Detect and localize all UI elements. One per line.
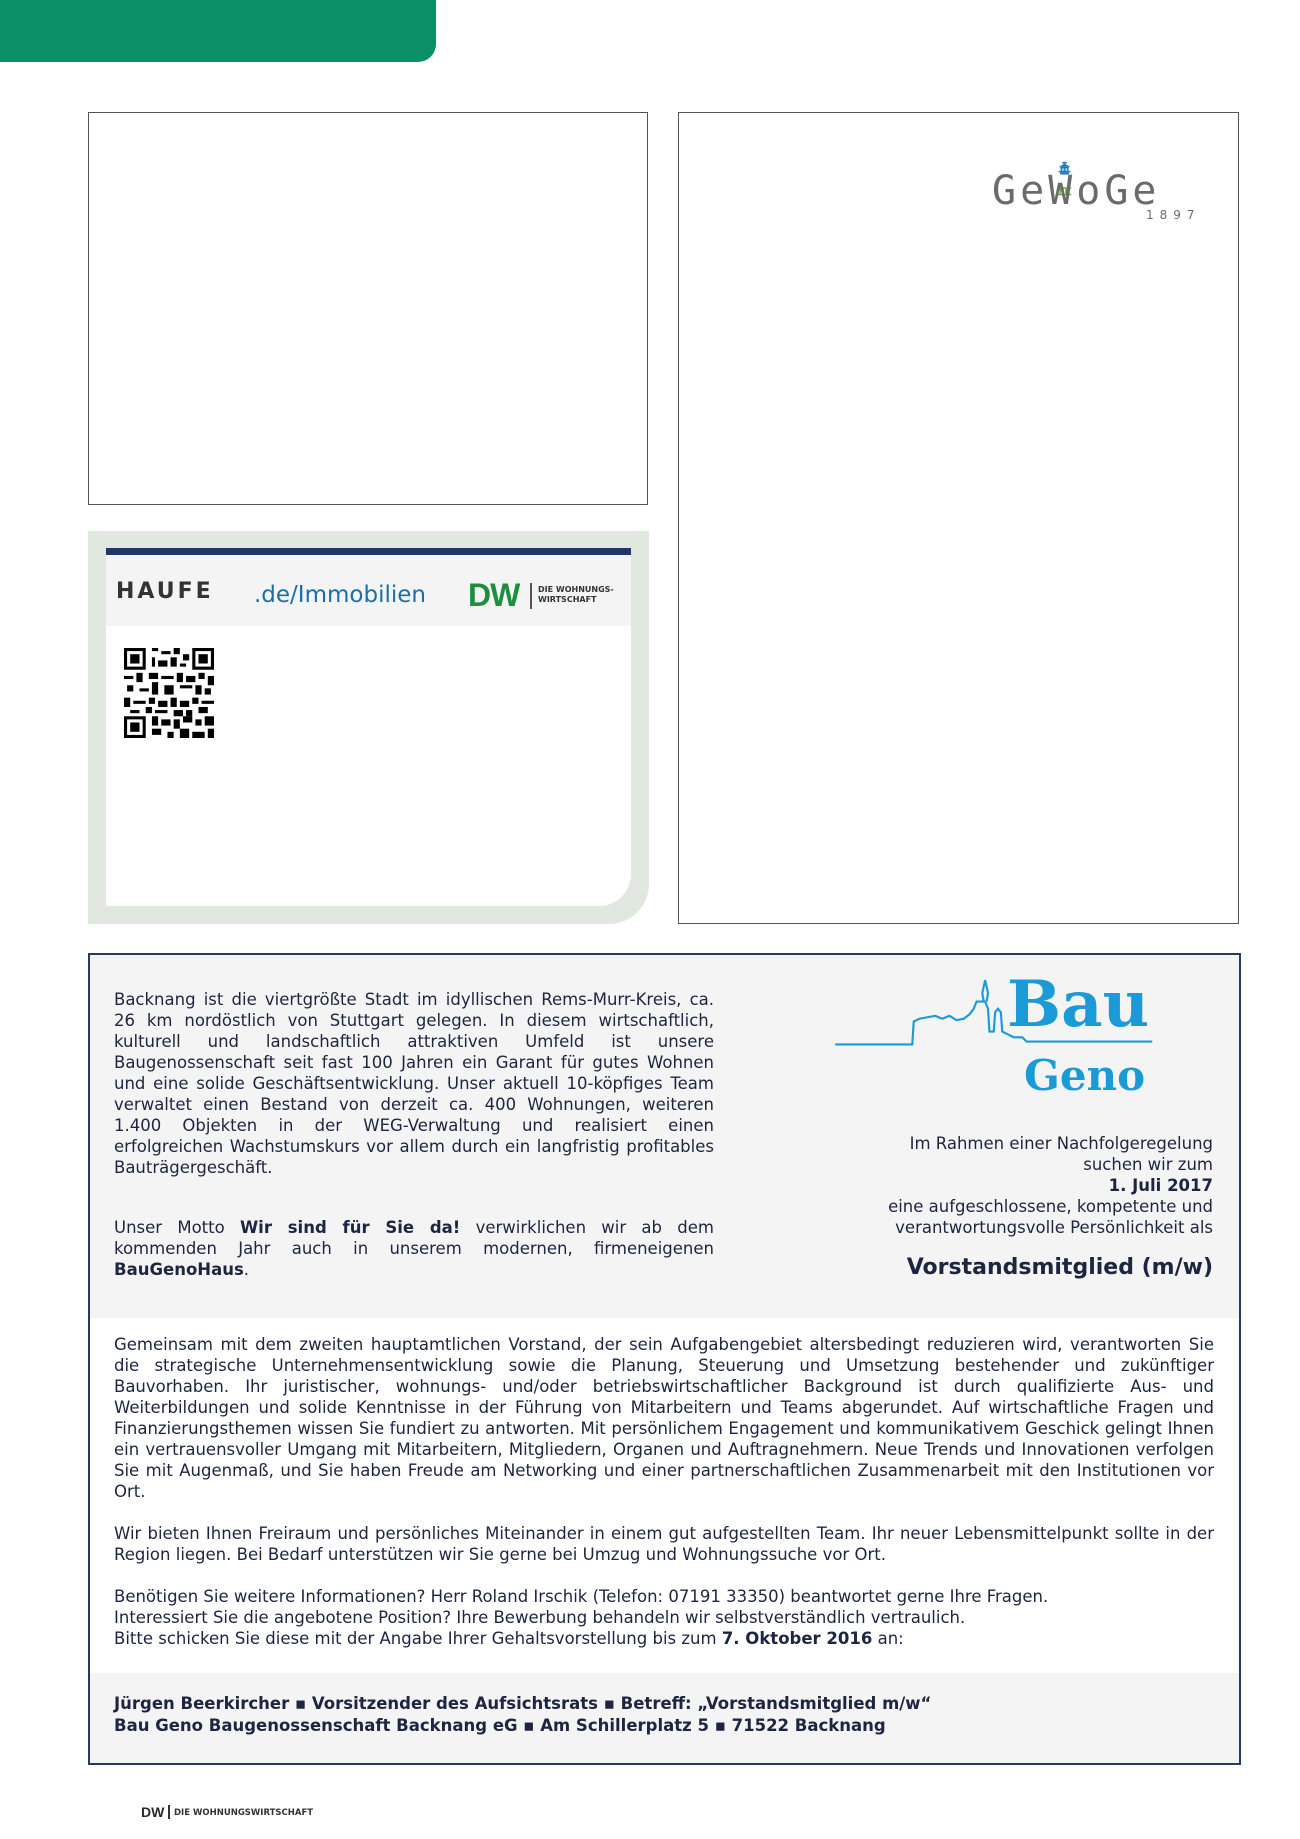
body-paragraph-contact: Benötigen Sie weitere Informationen? Herr Roland Irschik (Telefon: 07191 33350) beantwortet gerne Ihre Fragen. Interessiert Sie die angebotene Position? Ihre Bewerbung behandeln wir selbstverständlich vertraulich. Bitte schicken Sie diese mit der Angabe Ihrer Gehaltsvorstellung bis zum 7. Oktober 2016 an: [114, 1587, 1049, 1648]
baugeno-skyline-icon [768, 973, 1238, 1073]
house-name: BauGenoHaus [114, 1260, 244, 1279]
haufe-logo: HAUFE [116, 579, 214, 604]
motto-bold: Wir sind für Sie da! [239, 1218, 461, 1237]
baugeno-logo-bau: Bau [1007, 967, 1150, 1042]
genoge-ad-box [678, 112, 1239, 924]
contact-address: Jürgen Beerkircher ▪ Vorsitzender des Aufsichtsrats ▪ Betreff: „Vorstandsmitglied m/w“ Bau Geno Baugenossenschaft Backnang eG ▪ Am Schillerplatz 5 ▪ 71522 Backnang [114, 1694, 932, 1735]
offer-text: Im Rahmen einer Nachfolgeregelung suchen wir zum 1. Juli 2017 eine aufgeschlossene, kompetente und verantwortungsvolle Persönlichkeit als [888, 1134, 1213, 1237]
baugeno-logo-geno: Geno [1024, 1051, 1146, 1100]
section-tab [0, 0, 436, 62]
position-title: Vorstandsmitglied (m/w) [906, 1255, 1213, 1280]
dw-subtitle: DIE WOHNUNGS-WIRTSCHAFT [538, 585, 614, 604]
start-date: 1. Juli 2017 [1108, 1176, 1213, 1195]
qr-code-icon[interactable] [124, 648, 214, 738]
footer-publication-name: DIE WOHNUNGSWIRTSCHAFT [174, 1808, 314, 1818]
haufe-domain: .de/Immobilien [254, 582, 426, 608]
job-ad [88, 953, 1241, 1765]
ad-body [114, 1334, 1214, 1670]
footer-dw-logo: DW [141, 1804, 165, 1820]
genoge-logo-year: 1897 [1146, 208, 1201, 222]
body-paragraph-tasks: Gemeinsam mit dem zweiten hauptamtlichen Vorstand, der sein Aufgabengebiet altersbedingt reduzieren wird, verantworten Sie die strategische Unternehmensentwicklung sowie die Planung, Steuerung und Umsetzung bestehender und zukünftiger Bauvorhaben. Ihr juristischer, wohnungs- und/oder betriebswirtschaftlicher Background ist durch qualifizierte Aus- und Weiterbildungen und solide Kenntnisse in der Führung von Mitarbeitern und Teams abgerundet. Auf wirtschaftliche Fragen und Finanzierungsthemen wissen Sie fundiert zu antworten. Mit persönlichem Engagement und kommunikativem Geschick gelingt Ihnen ein vertrauensvoller Umgang mit Mitarbeitern, Mitgliedern, Organen und Auftragnehmern. Neue Trends und Innovationen verfolgen Sie mit Augenmaß, und Sie haben Freude am Networking und einer partnerschaftlichen Zusammenarbeit mit den Institutionen vor Ort. [114, 1335, 1214, 1501]
ad-box-empty [88, 112, 648, 505]
body-paragraph-offer: Wir bieten Ihnen Freiraum und persönliches Miteinander in einem gut aufgestellten Team. Ihr neuer Lebensmittelpunkt sollte in der Region liegen. Bei Bedarf unterstützen wir Sie gerne bei Umzug und Wohnungssuche vor Ort. [114, 1524, 1214, 1564]
genoge-logo-text: GeWoGe [992, 168, 1161, 214]
dw-logo: DW [468, 577, 520, 613]
deadline-date: 7. Oktober 2016 [721, 1629, 873, 1648]
haufe-header [106, 555, 631, 626]
motto-text: Unser Motto Wir sind für Sie da! verwirklichen wir ab dem kommenden Jahr auch in unserem modernen, firmeneigenen BauGenoHaus. [114, 1218, 714, 1279]
intro-text: Backnang ist die viertgrößte Stadt im idyllischen Rems-Murr-Kreis, ca. 26 km nordöstlich von Stuttgart gelegen. In diesem wirtschaftlich, kulturell und landschaftlich attraktiven Umfeld ist unsere Baugenossenschaft seit fast 100 Jahren ein Garant für gutes Wohnen und eine solide Geschäftsentwicklung. Unser aktuell 10-köpfiges Team verwaltet einen Bestand von derzeit ca. 400 Wohnungen, weiteren 1.400 Objekten in der WEG-Verwaltung und realisiert einen erfolgreichen Wachstumskurs vor allem durch ein langfristig profitables Bauträgergeschäft. [114, 990, 714, 1177]
haufe-ad [106, 548, 631, 906]
